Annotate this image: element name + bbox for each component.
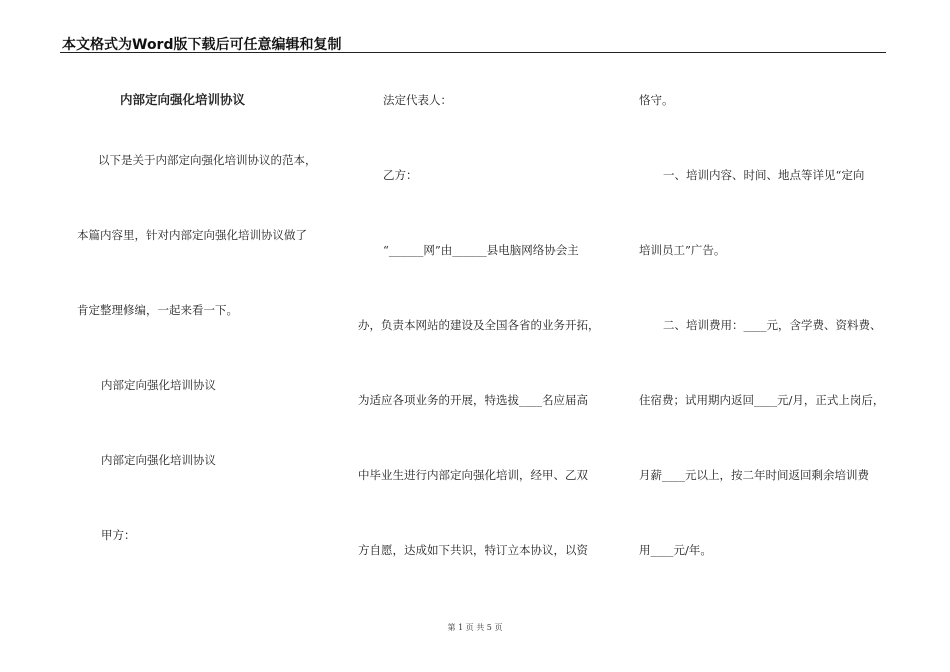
paragraph-line: 为适应各项业务的开展，特选拔____名应届高 [358,393,588,407]
paragraph-line: 一、培训内容、时间、地点等详见“定向 [663,168,865,182]
paragraph-line: 办，负责本网站的建设及全国各省的业务开拓， [358,318,600,332]
paragraph-line: 用____元/年。 [639,543,712,557]
paragraph-line: 法定代表人： [383,93,452,107]
paragraph-line: 方自愿，达成如下共识，特订立本协议，以资 [358,543,588,557]
paragraph-line: 肯定整理修编，一起来看一下。 [77,303,238,317]
page-number: 第 1 页 共 5 页 [447,623,503,632]
paragraph-line: 乙方： [383,168,418,182]
paragraph-line: 月薪____元以上，按二年时间返回剩余培训费 [639,468,869,482]
paragraph-line: 以下是关于内部定向强化培训协议的范本， [98,153,317,167]
document-banner: 本文格式为Word版下载后可任意编辑和复制 [62,37,342,53]
paragraph-line: 中毕业生进行内部定向强化培训，经甲、乙双 [358,468,588,482]
paragraph-line: 住宿费；试用期内返回____元/月，正式上岗后， [639,393,885,407]
paragraph-line: 培训员工”广告。 [639,243,726,257]
document-title: 内部定向强化培训协议 [120,92,246,107]
paragraph-line: 恪守。 [639,93,674,107]
paragraph-line: 本篇内容里，针对内部定向强化培训协议做了 [77,228,307,242]
paragraph-line: 甲方： [101,528,136,542]
paragraph-line: “______网”由______县电脑网络协会主 [383,243,579,257]
paragraph-line: 二、培训费用：____元，含学费、资料费、 [663,318,882,332]
paragraph-line: 内部定向强化培训协议 [101,453,216,467]
paragraph-line: 内部定向强化培训协议 [101,378,216,392]
